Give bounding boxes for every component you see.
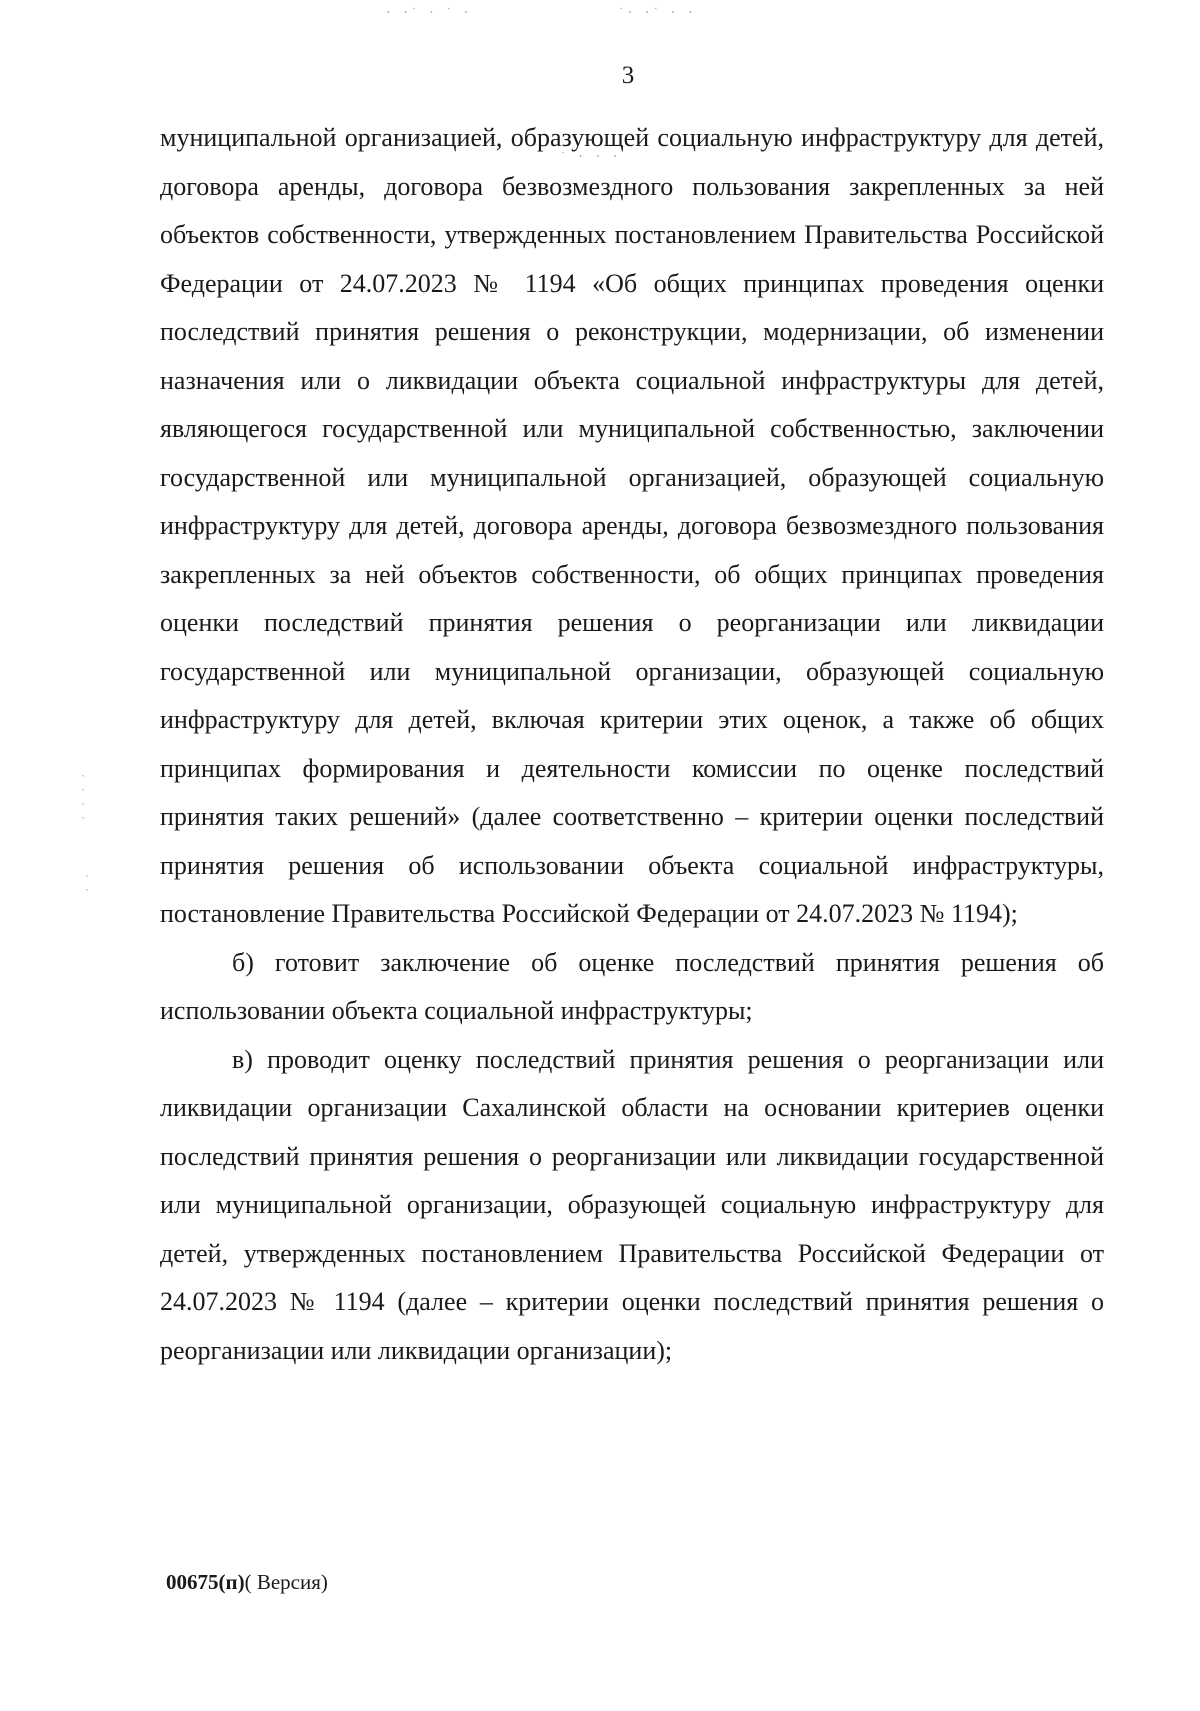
document-version-label: ( Версия) bbox=[244, 1570, 328, 1594]
paragraph-item-b: б) готовит заключение об оценке последствий принятия решения об использовании объекта социальной инфраструктуры; bbox=[160, 947, 1104, 1025]
document-registration-number: 00675(п) bbox=[166, 1570, 245, 1594]
paragraph-item-v: в) проводит оценку последствий принятия решения о реорганизации или ликвидации организации Сахалинской области на основании критериев оценки последствий принятия решения о реорганизации или ликвидации государственной или муниципальной организации, образующей социальную инфраструктуру для детей, утвержденных постановлением Правительства Российской Федерации от 24.07.2023 № 1194 (далее – критерии оценки последствий принятия решения о реорганизации или ликвидации организации); bbox=[160, 1044, 1104, 1365]
document-body bbox=[160, 114, 1104, 1375]
scan-artifact: ˙· ·˙ · · bbox=[618, 6, 696, 19]
page-number: 3 bbox=[621, 62, 635, 89]
document-footer-code bbox=[166, 1570, 328, 1595]
scan-artifact: · ·˙ · ˙ · bbox=[385, 6, 472, 19]
scan-artifact: · · · · bbox=[80, 771, 87, 824]
paragraph-continuation: муниципальной организацией, образующей социальную инфраструктуру для детей, договора аренды, договора безвозмездного пользования закрепленных за ней объектов собственности, утвержденных постановлением Правительства Российской Федерации от 24.07.2023 № 1194 «Об общих принципах проведения оценки последствий принятия решения о реконструкции, модернизации, об изменении назначения или о ликвидации объекта социальной инфраструктуры для детей, являющегося государственной или муниципальной собственностью, заключении государственной или муниципальной организацией, образующей социальную инфраструктуру для детей, договора аренды, договора безвозмездного пользования закрепленных за ней объектов собственности, об общих принципах проведения оценки последствий принятия решения о реорганизации или ликвидации государственной или муниципальной организации, образующей социальную инфраструктуру для детей, включая критерии этих оценок, а также об общих принципах формирования и деятельности комиссии по оценке последствий принятия таких решений» (далее соответственно – критерии оценки последствий принятия решения об использовании объекта социальной инфраструктуры, постановление Правительства Российской Федерации от 24.07.2023 № 1194); bbox=[160, 123, 1104, 928]
scan-artifact: · · bbox=[84, 871, 91, 896]
scan-artifact: ˙ · · · bbox=[560, 150, 621, 163]
